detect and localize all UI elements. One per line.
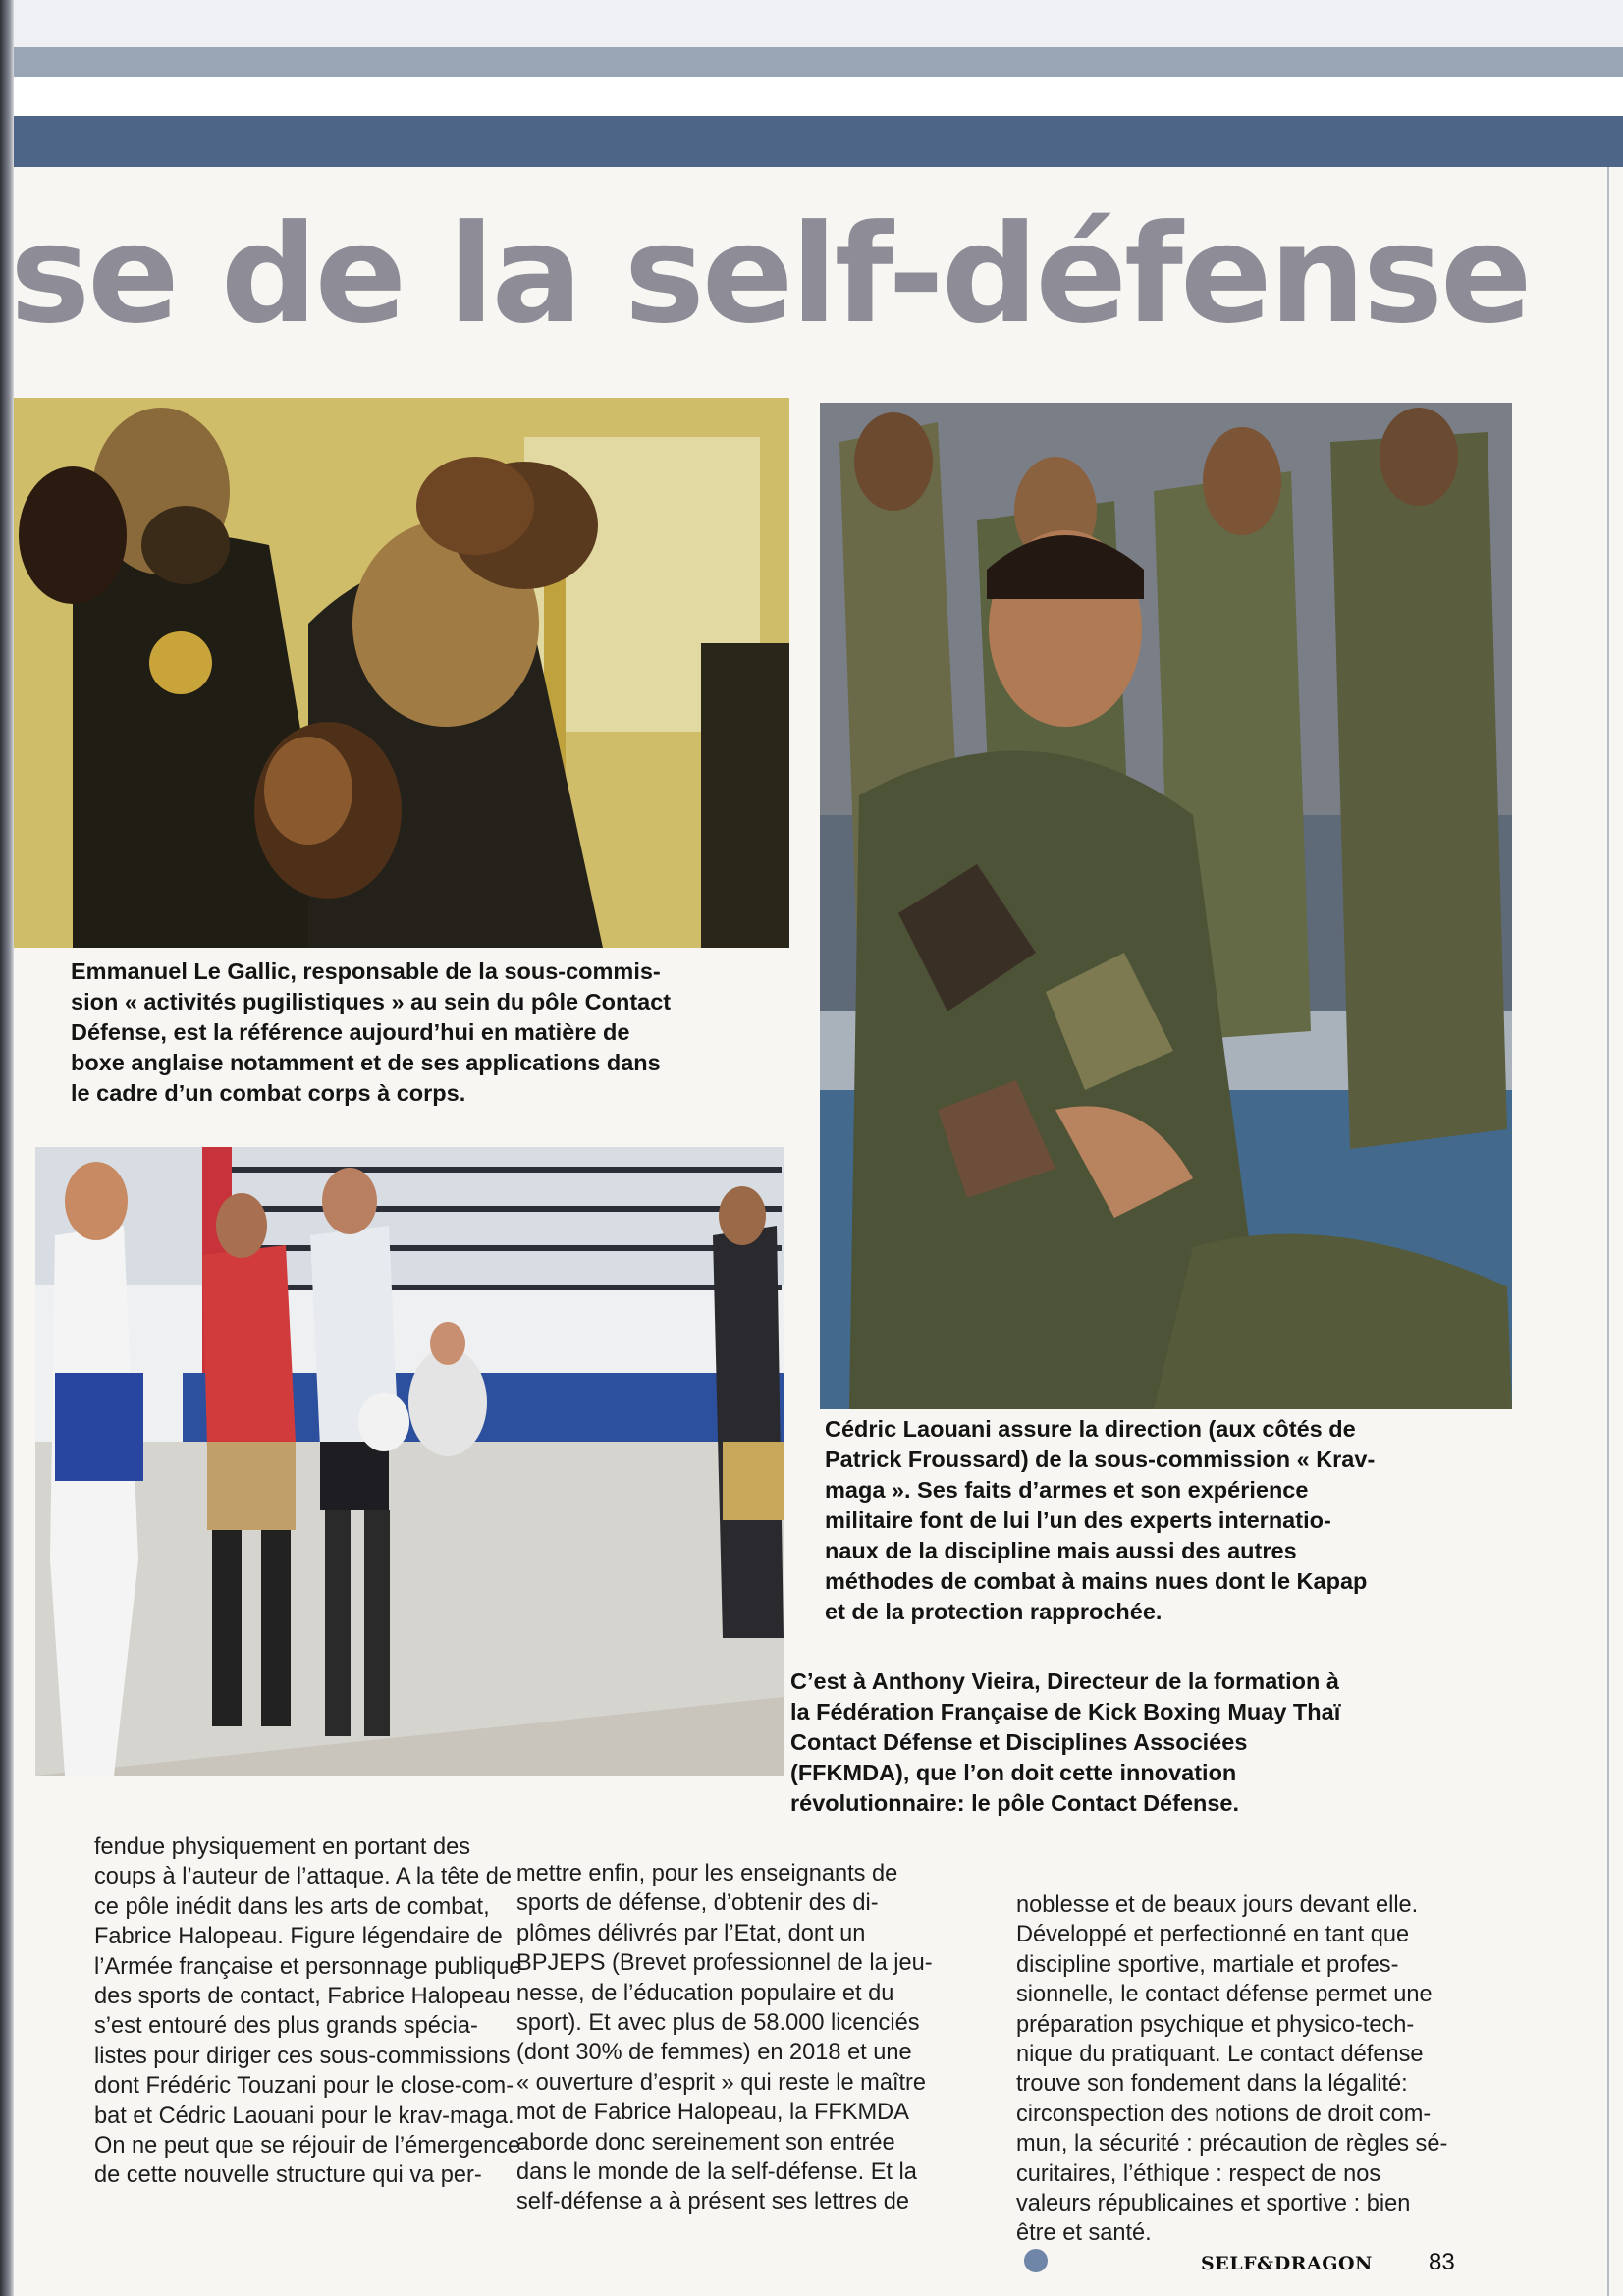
caption-line: sion « activités pugilistiques » au sein du pôle Contact bbox=[71, 989, 672, 1014]
article-line: nesse, de l’éducation populaire et du bbox=[516, 1980, 894, 2006]
article-line: valeurs républicaines et sportive : bien bbox=[1016, 2191, 1411, 2217]
caption-line: la Fédération Française de Kick Boxing Muay Thaï bbox=[790, 1699, 1341, 1724]
article-line: sionnelle, le contact défense permet une bbox=[1016, 1982, 1433, 2008]
caption-line: Défense, est la référence aujourd’hui en matière de bbox=[71, 1019, 630, 1045]
article-line: nique du pratiquant. Le contact défense bbox=[1016, 2042, 1424, 2068]
article-line: Développé et perfectionné en tant que bbox=[1016, 1922, 1410, 1948]
article-line: mettre enfin, pour les enseignants de bbox=[516, 1861, 898, 1886]
caption-line: et de la protection rapprochée. bbox=[825, 1599, 1163, 1624]
article-line: noblesse et de beaux jours devant elle. bbox=[1016, 1892, 1419, 1918]
header-band-light bbox=[14, 0, 1623, 47]
article-line: trouve son fondement dans la légalité: bbox=[1016, 2071, 1408, 2098]
article-line: circonspection des notions de droit com- bbox=[1016, 2101, 1432, 2127]
article-line: BPJEPS (Brevet professionnel de la jeu- bbox=[516, 1950, 933, 1977]
article-line: listes pour diriger ces sous-commissions bbox=[94, 2043, 511, 2069]
caption-boxing bbox=[71, 957, 768, 1109]
article-line: sport). Et avec plus de 58.000 licenciés bbox=[516, 2010, 920, 2037]
caption-line: C’est à Anthony Vieira, Directeur de la formation à bbox=[790, 1668, 1339, 1694]
article-line: mot de Fabrice Halopeau, la FFKMDA bbox=[516, 2100, 909, 2126]
caption-line: naux de la discipline mais aussi des autres bbox=[825, 1538, 1297, 1563]
article-line: l’Armée française et personnage publique bbox=[94, 1953, 522, 1980]
caption-line: méthodes de combat à mains nues dont le Kapap bbox=[825, 1568, 1368, 1594]
article-line: des sports de contact, Fabrice Halopeau bbox=[94, 1984, 511, 2010]
caption-line: Emmanuel Le Gallic, responsable de la sous-commis- bbox=[71, 958, 661, 984]
article-line: self-défense a à présent ses lettres de bbox=[516, 2189, 910, 2215]
article-column-2 bbox=[516, 1859, 978, 2217]
caption-line: Patrick Froussard) de la sous-commission « Krav- bbox=[825, 1447, 1376, 1472]
magazine-brand: SELF&DRAGON bbox=[1201, 2253, 1373, 2274]
article-line: mun, la sécurité : précaution de règles sé- bbox=[1016, 2131, 1448, 2158]
photo-boxing-training bbox=[14, 398, 789, 948]
article-line: dans le monde de la self-défense. Et la bbox=[516, 2159, 917, 2186]
article-line: discipline sportive, martiale et profes- bbox=[1016, 1951, 1399, 1978]
article-line: plômes délivrés par l’Etat, dont un bbox=[516, 1920, 866, 1946]
article-line: de cette nouvelle structure qui va per- bbox=[94, 2162, 482, 2189]
header-band-white bbox=[14, 77, 1623, 116]
article-line: coups à l’auteur de l’attaque. A la tête de bbox=[94, 1864, 512, 1890]
caption-line: le cadre d’un combat corps à corps. bbox=[71, 1080, 466, 1106]
photo-gym-kickboxing bbox=[35, 1147, 784, 1776]
article-line: fendue physiquement en portant des bbox=[94, 1834, 471, 1860]
page-number: 83 bbox=[1429, 2249, 1455, 2275]
caption-line: boxe anglaise notamment et de ses applications dans bbox=[71, 1050, 661, 1075]
page-title: se de la self-défense bbox=[10, 195, 1530, 354]
article-line: (dont 30% de femmes) en 2018 et une bbox=[516, 2040, 912, 2066]
article-line: préparation psychique et physico-tech- bbox=[1016, 2011, 1415, 2038]
page-edge-line bbox=[1607, 167, 1609, 2296]
caption-line: Cédric Laouani assure la direction (aux côtés de bbox=[825, 1416, 1356, 1442]
header-band-dark bbox=[14, 116, 1623, 167]
article-line: bat et Cédric Laouani pour le krav-maga. bbox=[94, 2103, 514, 2129]
caption-line: militaire font de lui l’un des experts internatio- bbox=[825, 1507, 1331, 1533]
article-line: On ne peut que se réjouir de l’émergence bbox=[94, 2133, 521, 2159]
article-line: « ouverture d’esprit » qui reste le maître bbox=[516, 2069, 927, 2096]
caption-founder bbox=[790, 1667, 1517, 1819]
caption-kravmaga bbox=[825, 1414, 1517, 1627]
article-line-text: être et santé. bbox=[1016, 2220, 1152, 2247]
photo-military-kravmaga bbox=[820, 403, 1512, 1409]
article-column-3 bbox=[1016, 1890, 1483, 2272]
article-line: s’est entouré des plus grands spécia- bbox=[94, 2013, 478, 2040]
caption-line: (FFKMDA), que l’on doit cette innovation bbox=[790, 1760, 1237, 1785]
article-column-1 bbox=[94, 1832, 546, 2191]
end-of-article-dot-icon bbox=[1024, 2249, 1048, 2272]
article-line: ce pôle inédit dans les arts de combat, bbox=[94, 1893, 490, 1920]
article-line: curitaires, l’éthique : respect de nos bbox=[1016, 2160, 1381, 2187]
header-band-mid bbox=[14, 47, 1623, 77]
caption-line: maga ». Ses faits d’armes et son expérience bbox=[825, 1477, 1309, 1503]
caption-line: révolutionnaire: le pôle Contact Défense. bbox=[790, 1790, 1240, 1816]
article-line: dont Frédéric Touzani pour le close-com- bbox=[94, 2073, 514, 2100]
caption-line: Contact Défense et Disciplines Associées bbox=[790, 1729, 1248, 1755]
article-line: aborde donc sereinement son entrée bbox=[516, 2129, 895, 2156]
article-line: sports de défense, d’obtenir des di- bbox=[516, 1890, 879, 1917]
article-line: Fabrice Halopeau. Figure légendaire de bbox=[94, 1924, 503, 1950]
